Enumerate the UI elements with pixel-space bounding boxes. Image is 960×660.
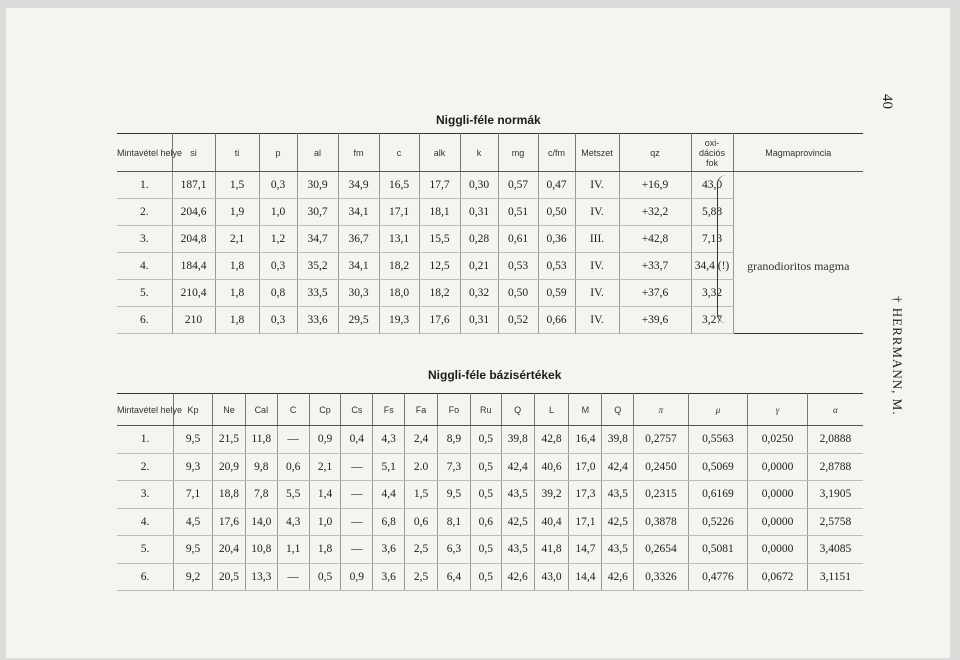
table-cell: 6,8 [373, 508, 405, 536]
table-cell: 42,4 [501, 453, 534, 481]
table-cell: 2,4 [405, 426, 438, 454]
table-cell: 210,4 [172, 280, 215, 307]
table-cell: 42,8 [534, 426, 569, 454]
header-cell: c/fm [538, 134, 575, 172]
grouping-brace [717, 175, 726, 323]
header-cell: alk [419, 134, 460, 172]
table-cell: 1,8 [215, 307, 259, 334]
table-cell: 1,8 [215, 253, 259, 280]
table-cell: 0,3326 [634, 563, 688, 591]
table-cell: 2,1 [215, 226, 259, 253]
table-cell: 14,0 [245, 508, 277, 536]
table-cell: 43,5 [501, 536, 534, 564]
table-cell: 11,8 [245, 426, 277, 454]
table-cell: 14,7 [569, 536, 602, 564]
table-cell: 4,4 [373, 481, 405, 509]
table-row [117, 172, 863, 199]
table-cell: 33,5 [297, 280, 338, 307]
header-cell: C [277, 394, 309, 426]
header-cell: Q [602, 394, 634, 426]
header-cell: Cs [341, 394, 373, 426]
table-cell: 43,5 [501, 481, 534, 509]
table-cell: 9,5 [174, 426, 213, 454]
header-cell: p [259, 134, 297, 172]
header-cell: L [534, 394, 569, 426]
table-cell: 0,8 [259, 280, 297, 307]
table-cell: 0,0000 [748, 481, 808, 509]
table-cell: 1,8 [215, 280, 259, 307]
table-cell [733, 280, 863, 307]
table-cell: 3. [117, 226, 172, 253]
header-cell: Ne [213, 394, 246, 426]
table-cell: 30,9 [297, 172, 338, 199]
table-cell: 0,5 [470, 536, 501, 564]
page-number: 40 [879, 94, 895, 109]
table-cell: 0,5 [470, 426, 501, 454]
table-cell: 13,3 [245, 563, 277, 591]
table-row [117, 563, 863, 591]
table-cell: 5. [117, 280, 172, 307]
header-cell: si [172, 134, 215, 172]
header-cell: Fo [438, 394, 471, 426]
table-cell: 18,8 [213, 481, 246, 509]
table-cell: 43,0 [691, 172, 733, 199]
table-cell: 7,13 [691, 226, 733, 253]
table-cell: 6. [117, 307, 172, 334]
table-cell: 3,6 [373, 563, 405, 591]
table-cell: 0,5 [470, 453, 501, 481]
table-cell: 34,4 (!) [691, 253, 733, 280]
table-cell: 34,1 [338, 199, 379, 226]
table-cell: IV. [575, 172, 619, 199]
table-cell: +39,6 [619, 307, 691, 334]
table-cell: 42,5 [501, 508, 534, 536]
table-cell: 4. [117, 508, 174, 536]
table-cell: 204,8 [172, 226, 215, 253]
header-cell: fm [338, 134, 379, 172]
table-cell: 0,36 [538, 226, 575, 253]
table-cell: 0,5069 [688, 453, 748, 481]
table-cell: 184,4 [172, 253, 215, 280]
table-cell: 42,6 [501, 563, 534, 591]
table-cell: 1,8 [309, 536, 341, 564]
table-cell: 7,8 [245, 481, 277, 509]
table-cell: 204,6 [172, 199, 215, 226]
table-cell: 43,5 [602, 481, 634, 509]
table-cell: 0,5 [470, 481, 501, 509]
table-cell: IV. [575, 199, 619, 226]
table-cell: III. [575, 226, 619, 253]
table-cell: 2,8788 [807, 453, 863, 481]
table-cell: 0,0250 [748, 426, 808, 454]
table-cell: 0,51 [498, 199, 538, 226]
niggli-norms-table [117, 133, 863, 334]
table-cell: 13,1 [379, 226, 419, 253]
table-cell: +37,6 [619, 280, 691, 307]
table-cell: 34,7 [297, 226, 338, 253]
table-cell: 0,50 [538, 199, 575, 226]
table2-title: Niggli-féle bázisértékek [428, 368, 562, 382]
table-cell: 0,6 [405, 508, 438, 536]
table-cell: 18,2 [379, 253, 419, 280]
table-cell: 0,32 [460, 280, 498, 307]
header-cell: al [297, 134, 338, 172]
table-cell: 2,1 [309, 453, 341, 481]
table-row [117, 307, 863, 334]
table-cell: 3. [117, 481, 174, 509]
table-cell: 0,0000 [748, 453, 808, 481]
table-row [117, 426, 863, 454]
table-row [117, 453, 863, 481]
header-cell: ti [215, 134, 259, 172]
table-cell: 0,3 [259, 307, 297, 334]
header-cell: γ [748, 394, 808, 426]
table-cell: 34,1 [338, 253, 379, 280]
table-cell: 9,5 [174, 536, 213, 564]
table-cell: 35,2 [297, 253, 338, 280]
table-cell: 39,2 [534, 481, 569, 509]
header-cell: π [634, 394, 688, 426]
table-cell: 42,6 [602, 563, 634, 591]
table-cell: 4,5 [174, 508, 213, 536]
table-cell: 0,59 [538, 280, 575, 307]
header-cell: Ru [470, 394, 501, 426]
table-cell: 2. [117, 453, 174, 481]
header-cell: μ [688, 394, 748, 426]
table-cell: 18,1 [419, 199, 460, 226]
table-cell: 0,53 [538, 253, 575, 280]
table-cell: 3,4085 [807, 536, 863, 564]
table-cell: 36,7 [338, 226, 379, 253]
table-row [117, 536, 863, 564]
table-cell: — [341, 508, 373, 536]
table-cell: — [341, 536, 373, 564]
table-cell: 2. [117, 199, 172, 226]
table-cell: 1,1 [277, 536, 309, 564]
table-cell: 0,30 [460, 172, 498, 199]
table-cell: 0,5226 [688, 508, 748, 536]
table-cell: 12,5 [419, 253, 460, 280]
table-cell: 1. [117, 172, 172, 199]
header-cell: M [569, 394, 602, 426]
table-cell: 17,7 [419, 172, 460, 199]
table-cell: 17,3 [569, 481, 602, 509]
table-cell: 40,4 [534, 508, 569, 536]
table-cell: 0,6169 [688, 481, 748, 509]
table-cell: 14,4 [569, 563, 602, 591]
table-cell: 1,0 [259, 199, 297, 226]
table-cell: 4,3 [373, 426, 405, 454]
table-cell: 8,1 [438, 508, 471, 536]
table-cell: 0,61 [498, 226, 538, 253]
table-row [117, 481, 863, 509]
table-cell: 2,5758 [807, 508, 863, 536]
table-cell: IV. [575, 253, 619, 280]
table-cell: 2,0888 [807, 426, 863, 454]
table-row [117, 199, 863, 226]
table-cell: 0,9 [309, 426, 341, 454]
table-cell: 2,5 [405, 536, 438, 564]
table-cell: 1,5 [215, 172, 259, 199]
table-cell: 6,4 [438, 563, 471, 591]
table-cell: 0,4776 [688, 563, 748, 591]
table-cell: 9,2 [174, 563, 213, 591]
table-cell: IV. [575, 307, 619, 334]
table-cell: 0,0000 [748, 508, 808, 536]
table-cell: 16,5 [379, 172, 419, 199]
table-cell: 20,5 [213, 563, 246, 591]
header-cell: mg [498, 134, 538, 172]
table-cell: 3,6 [373, 536, 405, 564]
header-cell: Cal [245, 394, 277, 426]
table-cell: 41,8 [534, 536, 569, 564]
table-row [117, 253, 863, 280]
table-cell: 0,3 [259, 253, 297, 280]
table-cell: 1,5 [405, 481, 438, 509]
table-cell: 20,4 [213, 536, 246, 564]
table-cell: 0,4 [341, 426, 373, 454]
table-cell: 3,1151 [807, 563, 863, 591]
table-cell: 17,6 [419, 307, 460, 334]
table-cell [733, 199, 863, 226]
table-cell: 30,7 [297, 199, 338, 226]
table-cell: — [341, 453, 373, 481]
table-cell: 10,8 [245, 536, 277, 564]
table-cell: 39,8 [501, 426, 534, 454]
table-cell: 4,3 [277, 508, 309, 536]
table-cell: 9,8 [245, 453, 277, 481]
table-cell: 15,5 [419, 226, 460, 253]
table-row [117, 226, 863, 253]
table-cell: 0,66 [538, 307, 575, 334]
table-cell: 5. [117, 536, 174, 564]
table-cell: 29,5 [338, 307, 379, 334]
table-cell: 39,8 [602, 426, 634, 454]
table-cell [733, 307, 863, 334]
table-cell: 0,5081 [688, 536, 748, 564]
table-cell: 0,50 [498, 280, 538, 307]
table-cell: 43,0 [534, 563, 569, 591]
header-cell: Magmaprovincia [733, 134, 863, 172]
header-cell: Mintavétel helye [117, 394, 174, 426]
table-cell: — [277, 563, 309, 591]
table-cell: 42,4 [602, 453, 634, 481]
table-cell: 34,9 [338, 172, 379, 199]
table-cell: IV. [575, 280, 619, 307]
header-cell: Kp [174, 394, 213, 426]
table-cell: 43,5 [602, 536, 634, 564]
table-cell: 18,0 [379, 280, 419, 307]
table1-header-row [117, 134, 863, 172]
header-cell: Fs [373, 394, 405, 426]
table-cell: 2,5 [405, 563, 438, 591]
table-cell: 42,5 [602, 508, 634, 536]
table-cell: 4. [117, 253, 172, 280]
table-cell: 20,9 [213, 453, 246, 481]
table-cell: 6,3 [438, 536, 471, 564]
table-cell: 0,2450 [634, 453, 688, 481]
table-cell: 6. [117, 563, 174, 591]
table2-header-row [117, 394, 863, 426]
table-cell: 17,1 [569, 508, 602, 536]
table-cell: 0,47 [538, 172, 575, 199]
table-cell [733, 226, 863, 253]
table-cell: 33,6 [297, 307, 338, 334]
table-cell [733, 172, 863, 199]
table-cell: 0,21 [460, 253, 498, 280]
table-cell: 0,5563 [688, 426, 748, 454]
table-cell: 0,0000 [748, 536, 808, 564]
table-cell: 0,28 [460, 226, 498, 253]
table-cell: 0,0672 [748, 563, 808, 591]
table-cell: 0,31 [460, 199, 498, 226]
table-cell: — [341, 481, 373, 509]
table-cell: +16,9 [619, 172, 691, 199]
table-cell: 30,3 [338, 280, 379, 307]
table-cell: +33,7 [619, 253, 691, 280]
header-cell: Fa [405, 394, 438, 426]
table-cell: +32,2 [619, 199, 691, 226]
table-cell: 17,1 [379, 199, 419, 226]
header-cell: Q [501, 394, 534, 426]
table-cell: 3,1905 [807, 481, 863, 509]
table-cell: 3,27 [691, 307, 733, 334]
table-cell: 7,3 [438, 453, 471, 481]
table-row [117, 508, 863, 536]
table-cell: 8,9 [438, 426, 471, 454]
table-cell: 2.0 [405, 453, 438, 481]
table-cell: 1,4 [309, 481, 341, 509]
table-cell: 16,4 [569, 426, 602, 454]
table-cell: 0,2315 [634, 481, 688, 509]
author-name: † HERRMANN, M. [890, 296, 905, 416]
table-cell: 0,5 [470, 563, 501, 591]
table-cell: 187,1 [172, 172, 215, 199]
table-cell: 0,52 [498, 307, 538, 334]
table1-title: Niggli-féle normák [436, 113, 541, 127]
header-cell: Metszet [575, 134, 619, 172]
table-cell: 5,5 [277, 481, 309, 509]
table-cell: 5,1 [373, 453, 405, 481]
table-cell: 0,2757 [634, 426, 688, 454]
table-cell: 0,3 [259, 172, 297, 199]
table-cell: 0,6 [470, 508, 501, 536]
table-cell: 0,9 [341, 563, 373, 591]
table-cell: 3,32 [691, 280, 733, 307]
table-cell: 9,5 [438, 481, 471, 509]
table-cell: 40,6 [534, 453, 569, 481]
header-cell: c [379, 134, 419, 172]
table-cell: 0,53 [498, 253, 538, 280]
table-cell: 7,1 [174, 481, 213, 509]
header-cell: Cp [309, 394, 341, 426]
header-cell: qz [619, 134, 691, 172]
table-cell: 5,88 [691, 199, 733, 226]
table-cell: 1. [117, 426, 174, 454]
table-cell: 1,9 [215, 199, 259, 226]
table-cell: 21,5 [213, 426, 246, 454]
header-cell: k [460, 134, 498, 172]
table-cell: 0,5 [309, 563, 341, 591]
table-cell: 17,6 [213, 508, 246, 536]
table-cell: 0,57 [498, 172, 538, 199]
niggli-base-values-table [117, 393, 863, 591]
table-cell: 0,3878 [634, 508, 688, 536]
table-cell: 9,3 [174, 453, 213, 481]
table-cell: 0,31 [460, 307, 498, 334]
header-cell: Mintavétel helye [117, 134, 172, 172]
header-cell: α [807, 394, 863, 426]
table-cell: 18,2 [419, 280, 460, 307]
table-cell: 0,6 [277, 453, 309, 481]
table-cell: 1,0 [309, 508, 341, 536]
header-cell: oxi- dációs fok [691, 134, 733, 172]
table-cell: — [277, 426, 309, 454]
magmaprovincia-label: granodioritos magma [747, 258, 850, 273]
table-cell: 1,2 [259, 226, 297, 253]
table-cell: 210 [172, 307, 215, 334]
table-cell: +42,8 [619, 226, 691, 253]
table-cell: 19,3 [379, 307, 419, 334]
table-cell: 17,0 [569, 453, 602, 481]
table-row [117, 280, 863, 307]
table-cell: 0,2654 [634, 536, 688, 564]
